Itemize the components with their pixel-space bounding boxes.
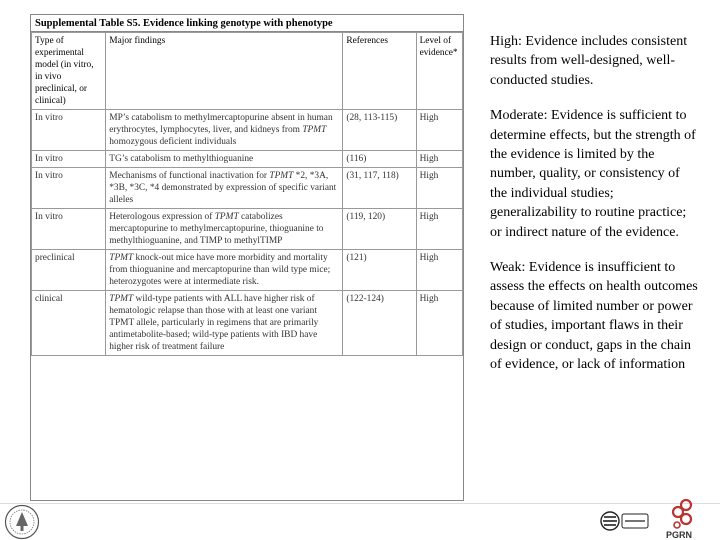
cell-level: High	[416, 110, 462, 151]
cell-type: In vitro	[32, 110, 106, 151]
table-row	[32, 168, 463, 209]
evidence-level-definitions	[490, 32, 700, 391]
cell-type: In vitro	[32, 151, 106, 168]
cell-references: (119, 120)	[343, 209, 416, 250]
cell-level: High	[416, 168, 462, 209]
cell-findings	[106, 168, 343, 209]
cell-findings	[106, 209, 343, 250]
cell-references: (116)	[343, 151, 416, 168]
header-type: Type of experimental model (in vitro, in vivo preclinical, or clinical)	[32, 33, 106, 110]
findings-text: Mechanisms of functional inactivation for	[109, 171, 270, 181]
pgrn-helix-icon	[662, 498, 702, 530]
cell-type: clinical	[32, 291, 106, 356]
gene-name: TPMT	[214, 212, 239, 222]
pgrn-logo	[662, 498, 702, 540]
cell-references: (121)	[343, 250, 416, 291]
table-title: Supplemental Table S5. Evidence linking genotype with phenotype	[31, 15, 463, 32]
findings-text: wild-type patients with ALL have higher risk of hematologic relapse than those with at least one variant TPMT allele, particularly in regimens that are primarily antimetabolite-based; wild-type patients with IBD have higher risk of treatment failure	[109, 294, 319, 352]
pharmgkb-logo-icon	[600, 508, 650, 534]
table-row	[32, 209, 463, 250]
findings-text: MP’s catabolism to methylmercaptopurine absent in human erythrocytes, lymphocytes, liver, and kidneys from	[109, 113, 333, 135]
cell-references: (122-124)	[343, 291, 416, 356]
table-row	[32, 151, 463, 168]
cell-level: High	[416, 209, 462, 250]
table-header-row	[32, 33, 463, 110]
definition-weak: Weak: Evidence is insufficient to assess the effects on health outcomes because of limited number or power of studies, important flaws in their design or conduct, gaps in the chain of evidence, or lack of information	[490, 260, 698, 373]
cell-type: In vitro	[32, 209, 106, 250]
table-row	[32, 250, 463, 291]
header-references: References	[343, 33, 416, 110]
findings-text: TG’s catabolism to methylthioguanine	[109, 154, 254, 164]
findings-text: catabolizes mercaptopurine to methylmercaptopurine, thioguanine to methylthioguanine, and TIMP to methylTIMP	[109, 212, 324, 246]
table-row	[32, 110, 463, 151]
cell-level: High	[416, 151, 462, 168]
gene-name: TPMT	[302, 125, 327, 135]
evidence-table-image	[30, 14, 464, 501]
pgrn-label: PGRN	[666, 530, 693, 540]
table-row	[32, 291, 463, 356]
footer-divider	[0, 503, 720, 504]
cell-findings	[106, 291, 343, 356]
cell-findings	[106, 250, 343, 291]
findings-text: *2, *3A, *3B, *3C, *4 demonstrated by expression of specific variant alleles	[109, 171, 337, 205]
header-level: Level of evidence*	[416, 33, 462, 110]
findings-text: knock-out mice have more morbidity and mortality from thioguanine and mercaptopurine than wild type mice; heterozygotes were at intermediate risk.	[109, 253, 331, 287]
gene-name: TPMT	[269, 171, 294, 181]
cell-type: In vitro	[32, 168, 106, 209]
gene-name: TPMT	[109, 253, 134, 263]
findings-text: Heterologous expression of	[109, 212, 215, 222]
cell-references: (28, 113-115)	[343, 110, 416, 151]
findings-text: homozygous deficient individuals	[109, 137, 237, 147]
evidence-table	[31, 32, 463, 356]
cell-findings	[106, 110, 343, 151]
cell-level: High	[416, 250, 462, 291]
cell-level: High	[416, 291, 462, 356]
university-seal-icon	[4, 504, 40, 540]
cell-findings	[106, 151, 343, 168]
cell-type: preclinical	[32, 250, 106, 291]
definition-moderate: Moderate: Evidence is sufficient to determine effects, but the strength of the evidence is limited by the number, quality, or consistency of the individual studies; generalizability to routine practice; or indirect nature of the evidence.	[490, 108, 696, 240]
gene-name: TPMT	[109, 294, 134, 304]
header-findings: Major findings	[106, 33, 343, 110]
cell-references: (31, 117, 118)	[343, 168, 416, 209]
definition-high: High: Evidence includes consistent results from well-designed, well-conducted studies.	[490, 34, 688, 88]
